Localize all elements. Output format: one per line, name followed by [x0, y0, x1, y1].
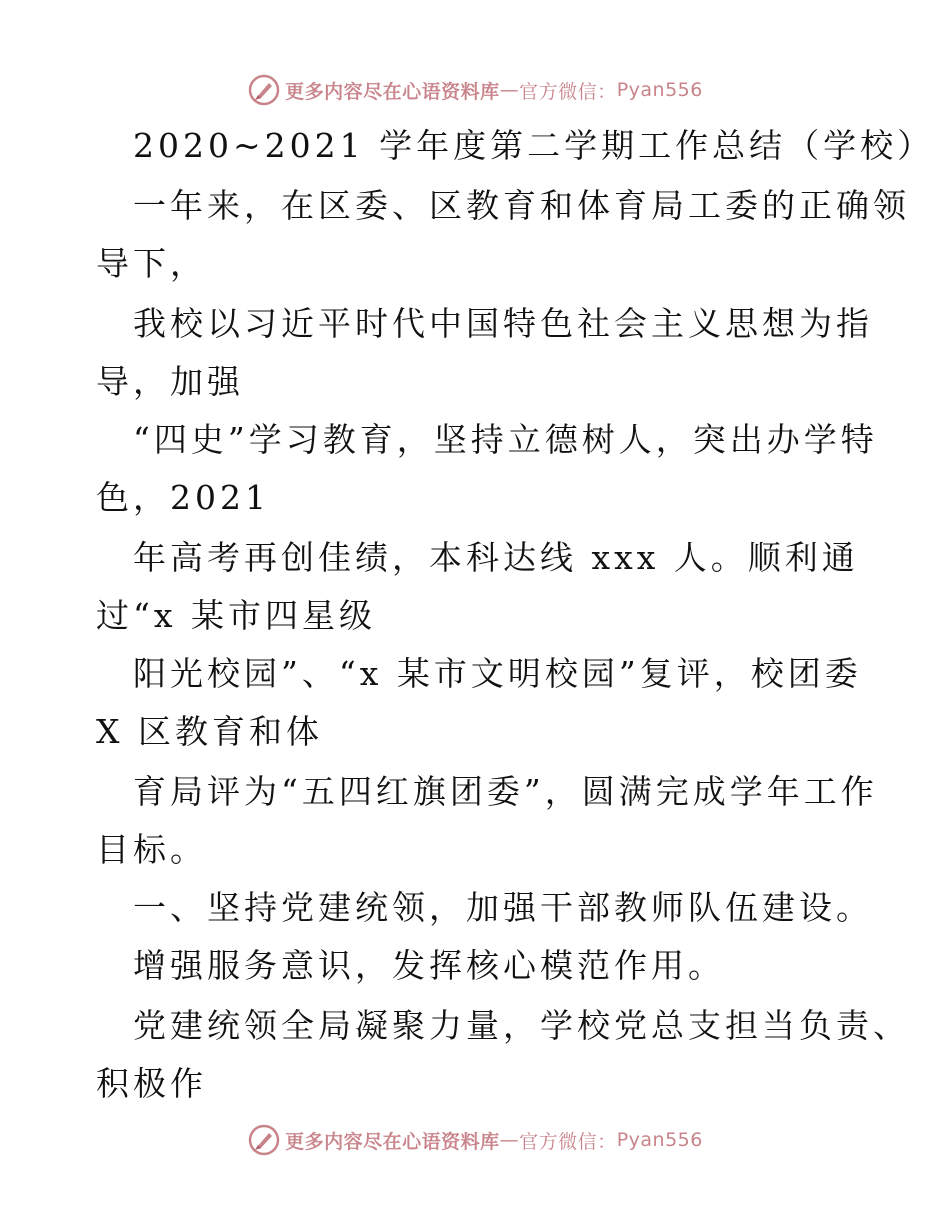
section-heading: 一、坚持党建统领，加强干部教师队伍建设。: [133, 888, 873, 927]
paragraph-line: 党建统领全局凝聚力量，学校党总支担当负责、: [133, 1006, 910, 1045]
paragraph-line: 导下，: [96, 244, 207, 283]
watermark-dash: —: [499, 1129, 520, 1151]
watermark-label: 官方微信：: [519, 80, 617, 103]
paragraph-line: 积极作: [96, 1064, 207, 1103]
paragraph-line: 一年来，在区委、区教育和体育局工委的正确领: [133, 186, 910, 225]
pen-nib-icon: [247, 1123, 281, 1157]
watermark-label: 官方微信：: [519, 1130, 617, 1153]
watermark-main-text: 更多内容尽在心语资料库: [285, 1130, 500, 1153]
paragraph-line: X 区教育和体: [96, 712, 323, 751]
pen-nib-icon: [247, 73, 281, 107]
paragraph-line: 目标。: [96, 830, 207, 869]
paragraph-line: 育局评为“五四红旗团委”，圆满完成学年工作: [133, 772, 878, 811]
watermark-id: Pyan556: [616, 79, 703, 101]
watermark-main-text: 更多内容尽在心语资料库: [285, 80, 500, 103]
header-watermark: [0, 70, 950, 110]
paragraph-line: 阳光校园”、“x 某市文明校园”复评，校团委: [133, 654, 862, 693]
paragraph-line: 导，加强: [96, 362, 244, 401]
paragraph-line: 色，2021: [96, 478, 270, 517]
paragraph-line: 我校以习近平时代中国特色社会主义思想为指: [133, 304, 873, 343]
watermark-id: Pyan556: [616, 1129, 703, 1151]
paragraph-line: “四史”学习教育，坚持立德树人，突出办学特: [133, 420, 878, 459]
paragraph-line: 增强服务意识，发挥核心模范作用。: [133, 946, 725, 985]
document-title: 2020~2021 学年度第二学期工作总结（学校）: [133, 126, 935, 165]
paragraph-line: 年高考再创佳绩，本科达线 xxx 人。顺利通: [133, 538, 859, 577]
footer-watermark: [0, 1120, 950, 1160]
paragraph-line: 过“x 某市四星级: [96, 596, 376, 635]
watermark-dash: —: [499, 79, 520, 101]
